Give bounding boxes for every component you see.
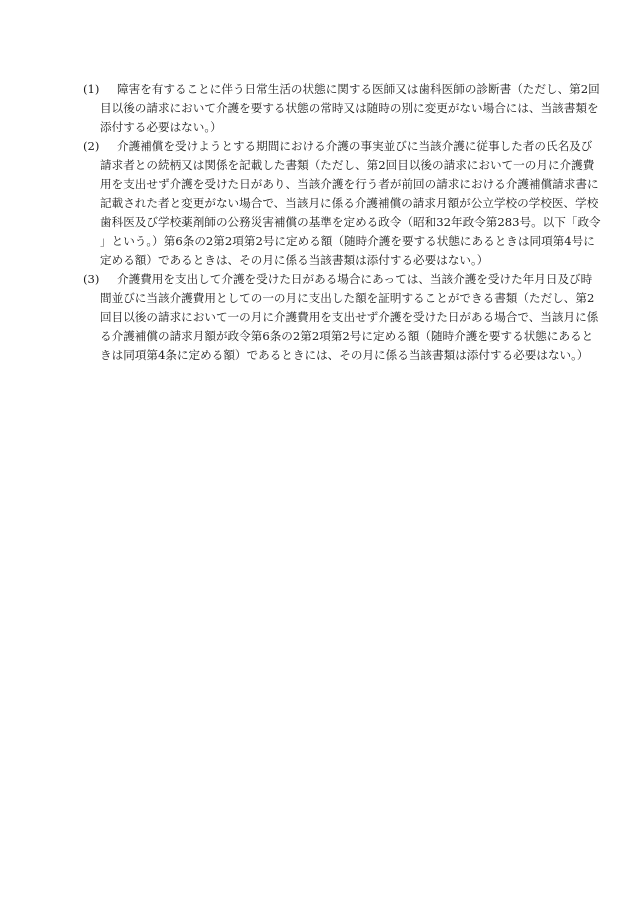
item-number: (2) [83,139,100,153]
item-text-container [100,137,603,270]
document-body [83,80,603,365]
item-text-container [100,270,603,365]
item-text-container [100,80,603,137]
list-item [83,80,603,137]
item-text: 介護費用を支出して介護を受けた日がある場合にあっては、当該介護を受けた年月日及び時間並びに当該介護費用としての一の月に支出した額を証明することができる書類（ただし、第2回目以後の請求において一の月に介護費用を支出せず介護を受けた日がある場合で、当該月に係る介護補償の請求月額が政令第6条の2第2項第2号に定める額（随時介護を要する状態にあるときは同項第4条に定める額）であるときには、その月に係る当該書類は添付する必要はない。） [100,272,599,362]
item-text: 介護補償を受けようとする期間における介護の事実並びに当該介護に従事した者の氏名及び請求者との続柄又は関係を記載した書類（ただし、第2回目以後の請求において一の月に介護費用を支出せず介護を受けた日があり、当該介護を行う者が前回の請求における介護補償請求書に記載された者と変更がない場合で、当該月に係る介護補償の請求月額が公立学校の学校医、学校歯科医及び学校薬剤師の公務災害補償の基準を定める政令（昭和32年政令第283号。以下「政令」という。）第6条の2第2項第2号に定める額（随時介護を要する状態にあるときは同項第4号に定める額）であるときは、その月に係る当該書類は添付する必要はない。） [100,139,601,267]
list-item [83,270,603,365]
item-text: 障害を有することに伴う日常生活の状態に関する医師又は歯科医師の診断書（ただし、第2回目以後の請求において介護を要する状態の常時又は随時の別に変更がない場合には、当該書類を添付する必要はない。） [100,82,600,134]
list-item [83,137,603,270]
item-number: (1) [83,82,100,96]
item-number: (3) [83,272,100,286]
